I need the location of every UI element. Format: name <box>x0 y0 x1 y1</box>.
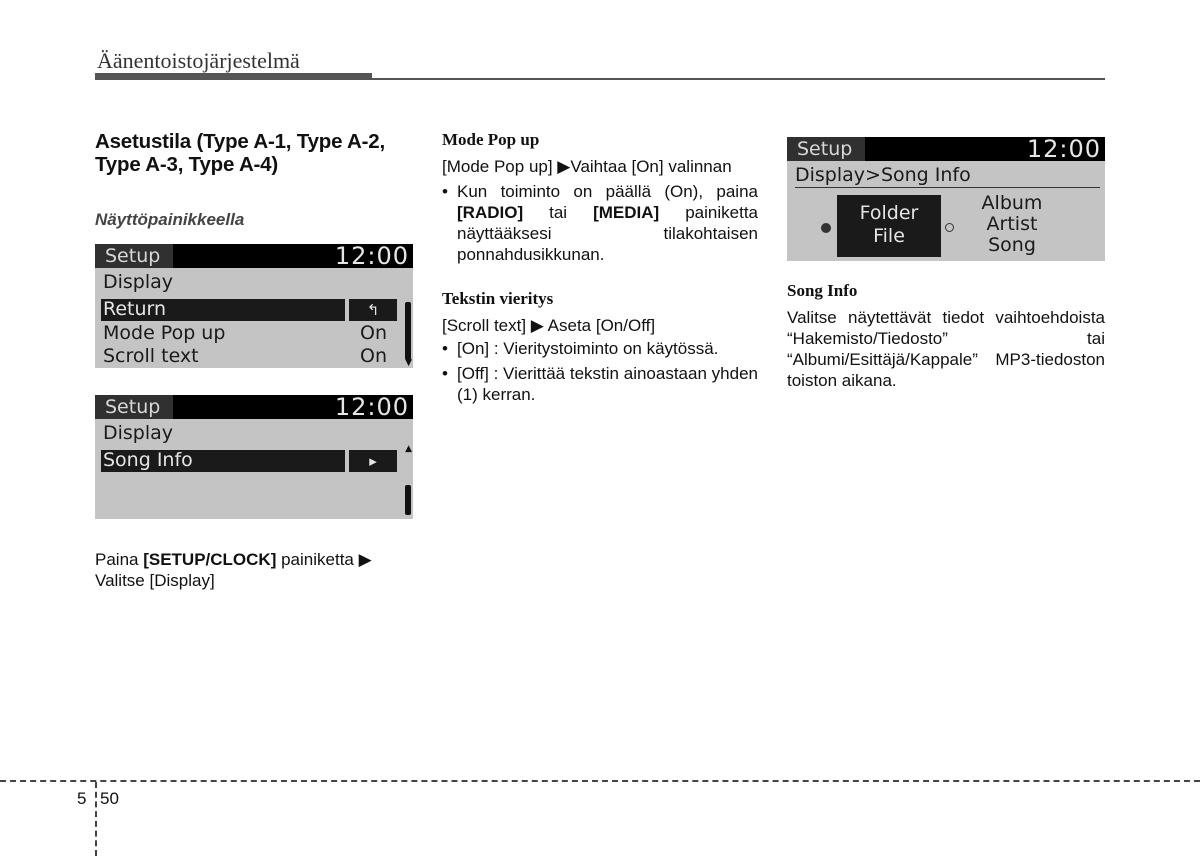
option-label: Song <box>988 234 1036 256</box>
list-item: • [Off] : Vierittää tekstin ainoastaan yhden (1) kerran. <box>442 364 758 404</box>
option-album-artist-song[interactable] <box>957 193 1067 256</box>
caption-text: painiketta ▶ Valitse [Display] <box>95 550 372 590</box>
menu-item-return[interactable] <box>101 299 345 321</box>
list-item: • [On] : Vieritystoiminto on käytössä. <box>442 339 719 358</box>
scroll-down-arrow-icon[interactable]: ▼ <box>405 358 412 368</box>
lcd-path: Display <box>103 422 174 444</box>
radio-unselected-icon[interactable] <box>945 223 954 232</box>
subtitle: Näyttöpainikkeella <box>95 210 245 229</box>
option-label: Album <box>981 192 1043 214</box>
lcd-setup-label: Setup <box>95 395 173 419</box>
caption-text: Paina <box>95 550 144 569</box>
header-rule <box>95 73 372 80</box>
scroll-up-arrow-icon[interactable]: ▲ <box>405 444 412 454</box>
radio-selected-icon[interactable] <box>821 223 831 233</box>
lcd-path: Display>Song Info <box>795 164 971 186</box>
heading-song-info: Song Info <box>787 281 858 300</box>
caption-bold: [SETUP/CLOCK] <box>143 550 277 569</box>
scrollbar-thumb[interactable] <box>405 302 411 360</box>
column-middle <box>442 130 758 405</box>
heading-scroll-text: Tekstin vieritys <box>442 289 554 308</box>
heading-mode-pop-up: Mode Pop up <box>442 130 540 149</box>
lcd-clock: 12:00 <box>334 395 409 421</box>
return-arrow-icon[interactable]: ↰ <box>349 299 397 321</box>
lcd-title-bar <box>787 137 1105 161</box>
chapter-number: 5 <box>77 789 87 808</box>
path-underline <box>795 187 1100 188</box>
section-title: Asetustila (Type A-1, Type A-2, Type A-3, Type A-4) <box>95 130 385 176</box>
lcd-screen-song-info-menu <box>95 395 413 519</box>
lcd-path: Display <box>103 271 174 293</box>
column-left <box>95 130 413 591</box>
lcd-setup-label: Setup <box>787 137 865 161</box>
menu-item-value: On <box>360 345 387 367</box>
chevron-right-icon[interactable]: ▸ <box>349 450 397 472</box>
page-number: 50 <box>100 789 119 808</box>
scroll-text-bullets <box>442 338 758 405</box>
menu-item-mode-pop-up[interactable]: Mode Pop up <box>103 322 226 344</box>
mode-pop-up-bullets <box>442 181 758 265</box>
option-label: Artist <box>986 213 1038 235</box>
menu-item-label: Return <box>103 298 167 320</box>
option-folder-file[interactable] <box>837 195 941 257</box>
lcd-screen-song-info-options <box>787 137 1105 261</box>
lcd-clock: 12:00 <box>334 244 409 270</box>
page-header-title: Äänentoistojärjestelmä <box>97 48 300 73</box>
column-right <box>787 137 1105 391</box>
instruction-caption <box>95 549 413 591</box>
scrollbar-thumb[interactable] <box>405 485 411 515</box>
list-item: • Kun toiminto on päällä (On), paina [RADIO] tai [MEDIA] painiketta näyttääksesi tilakohtaisen ponnahdusikkunan. <box>442 182 758 264</box>
menu-item-song-info[interactable] <box>101 450 345 472</box>
lcd-clock: 12:00 <box>1026 137 1101 163</box>
option-label: File <box>873 225 905 247</box>
lcd-title-bar <box>95 244 413 268</box>
mode-pop-up-line: [Mode Pop up] ▶Vaihtaa [On] valinnan <box>442 157 732 176</box>
footer-divider <box>0 780 1200 782</box>
menu-item-label: Song Info <box>103 449 193 471</box>
header-rule-thin <box>372 78 1105 80</box>
menu-item-scroll-text[interactable]: Scroll text <box>103 345 199 367</box>
option-label: Folder <box>859 202 919 224</box>
footer-vertical-divider <box>95 782 97 856</box>
lcd-setup-label: Setup <box>95 244 173 268</box>
lcd-title-bar <box>95 395 413 419</box>
menu-item-value: On <box>360 322 387 344</box>
song-info-text: Valitse näytettävät tiedot vaihtoehdoista “Hakemisto/Tiedosto” tai “Albumi/Esittäjä/Kappale” MP3-tiedoston toiston aikana. <box>787 308 1105 390</box>
scroll-text-line: [Scroll text] ▶ Aseta [On/Off] <box>442 316 656 335</box>
lcd-screen-display-menu <box>95 244 413 368</box>
